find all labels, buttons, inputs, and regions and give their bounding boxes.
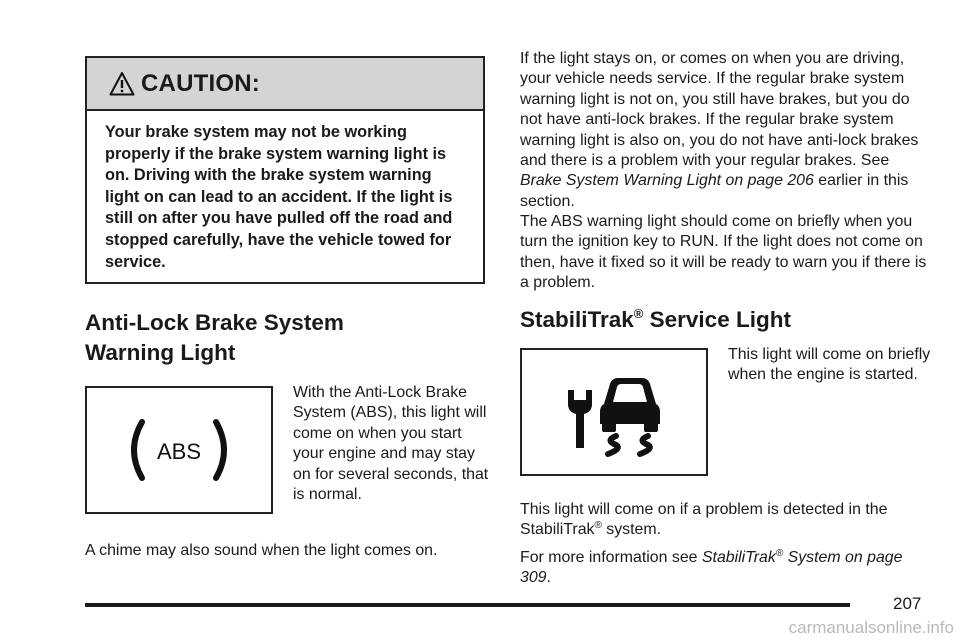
abs-warning-light-icon [124,410,234,490]
stabilitrak-heading [520,299,791,335]
abs-heading [85,308,344,368]
stabilitrak-link-reg: ® [775,548,784,559]
stabilitrak-problem-tail: system. [601,521,662,539]
caution-title: CAUTION: [141,69,260,97]
abs-icon-frame [85,386,273,514]
footer-rule [85,603,850,607]
abs-service-tail: earlier in this section. [520,172,909,210]
stabilitrak-reference-text: For more information see [520,549,702,566]
stabilitrak-link-a: StabiliTrak [701,549,776,566]
abs-heading-line1: Anti-Lock Brake System [85,310,344,335]
stabilitrak-heading-tail: Service Light [643,307,791,332]
abs-icon-label: ABS [156,439,202,464]
abs-ignition-paragraph: The ABS warning light should come on briefly when you turn the ignition key to RUN. If the light does not come on then, have it fixed so it will be ready to warn you if there is a problem. [520,213,927,292]
abs-heading-line2: Warning Light [85,340,236,365]
abs-description: With the Anti-Lock Brake System (ABS), this light will come on when you start your engine and may stay on for several seconds, that is normal. [293,384,489,504]
stabilitrak-description: This light will come on briefly when the engine is started. [728,346,931,384]
stabilitrak-problem-reg: ® [594,520,602,532]
caution-header [87,58,483,111]
stabilitrak-service-light-icon [554,362,674,462]
stabilitrak-heading-main: StabiliTrak [520,307,634,332]
stabilitrak-link-b: System on page 309 [520,549,903,587]
stabilitrak-icon-frame [520,348,708,476]
watermark: carmanualsonline.info [788,618,954,637]
abs-chime-note: A chime may also sound when the light comes on. [85,542,438,559]
caution-text: Your brake system may not be working properly if the brake system warning light is on. Driving with the brake system warning light on can lead to an accident. If the light is still on after you have pulled off the road and stopped carefully, have the vehicle towed for service. [105,123,453,271]
abs-service-text: If the light stays on, or comes on when you are driving, your vehicle needs service. If the regular brake system warning light is not on, you still have brakes, but you do not have anti-lock brakes. If the regular brake system warning light is also on, you do not have anti-lock brakes and there is a problem with your regular brakes. See [520,50,919,170]
stabilitrak-reference-paragraph [520,548,930,589]
page-number: 207 [893,594,922,613]
stabilitrak-reference-tail: . [546,569,551,587]
caution-box [85,56,485,284]
stabilitrak-heading-reg: ® [633,306,644,321]
warning-triangle-icon [109,71,135,97]
abs-service-paragraph [520,49,930,212]
stabilitrak-problem-paragraph [520,500,930,541]
stabilitrak-problem-text: This light will come on if a problem is detected in the StabiliTrak [520,501,888,539]
brake-warning-reference-link[interactable]: Brake System Warning Light on page 206 [520,172,814,190]
